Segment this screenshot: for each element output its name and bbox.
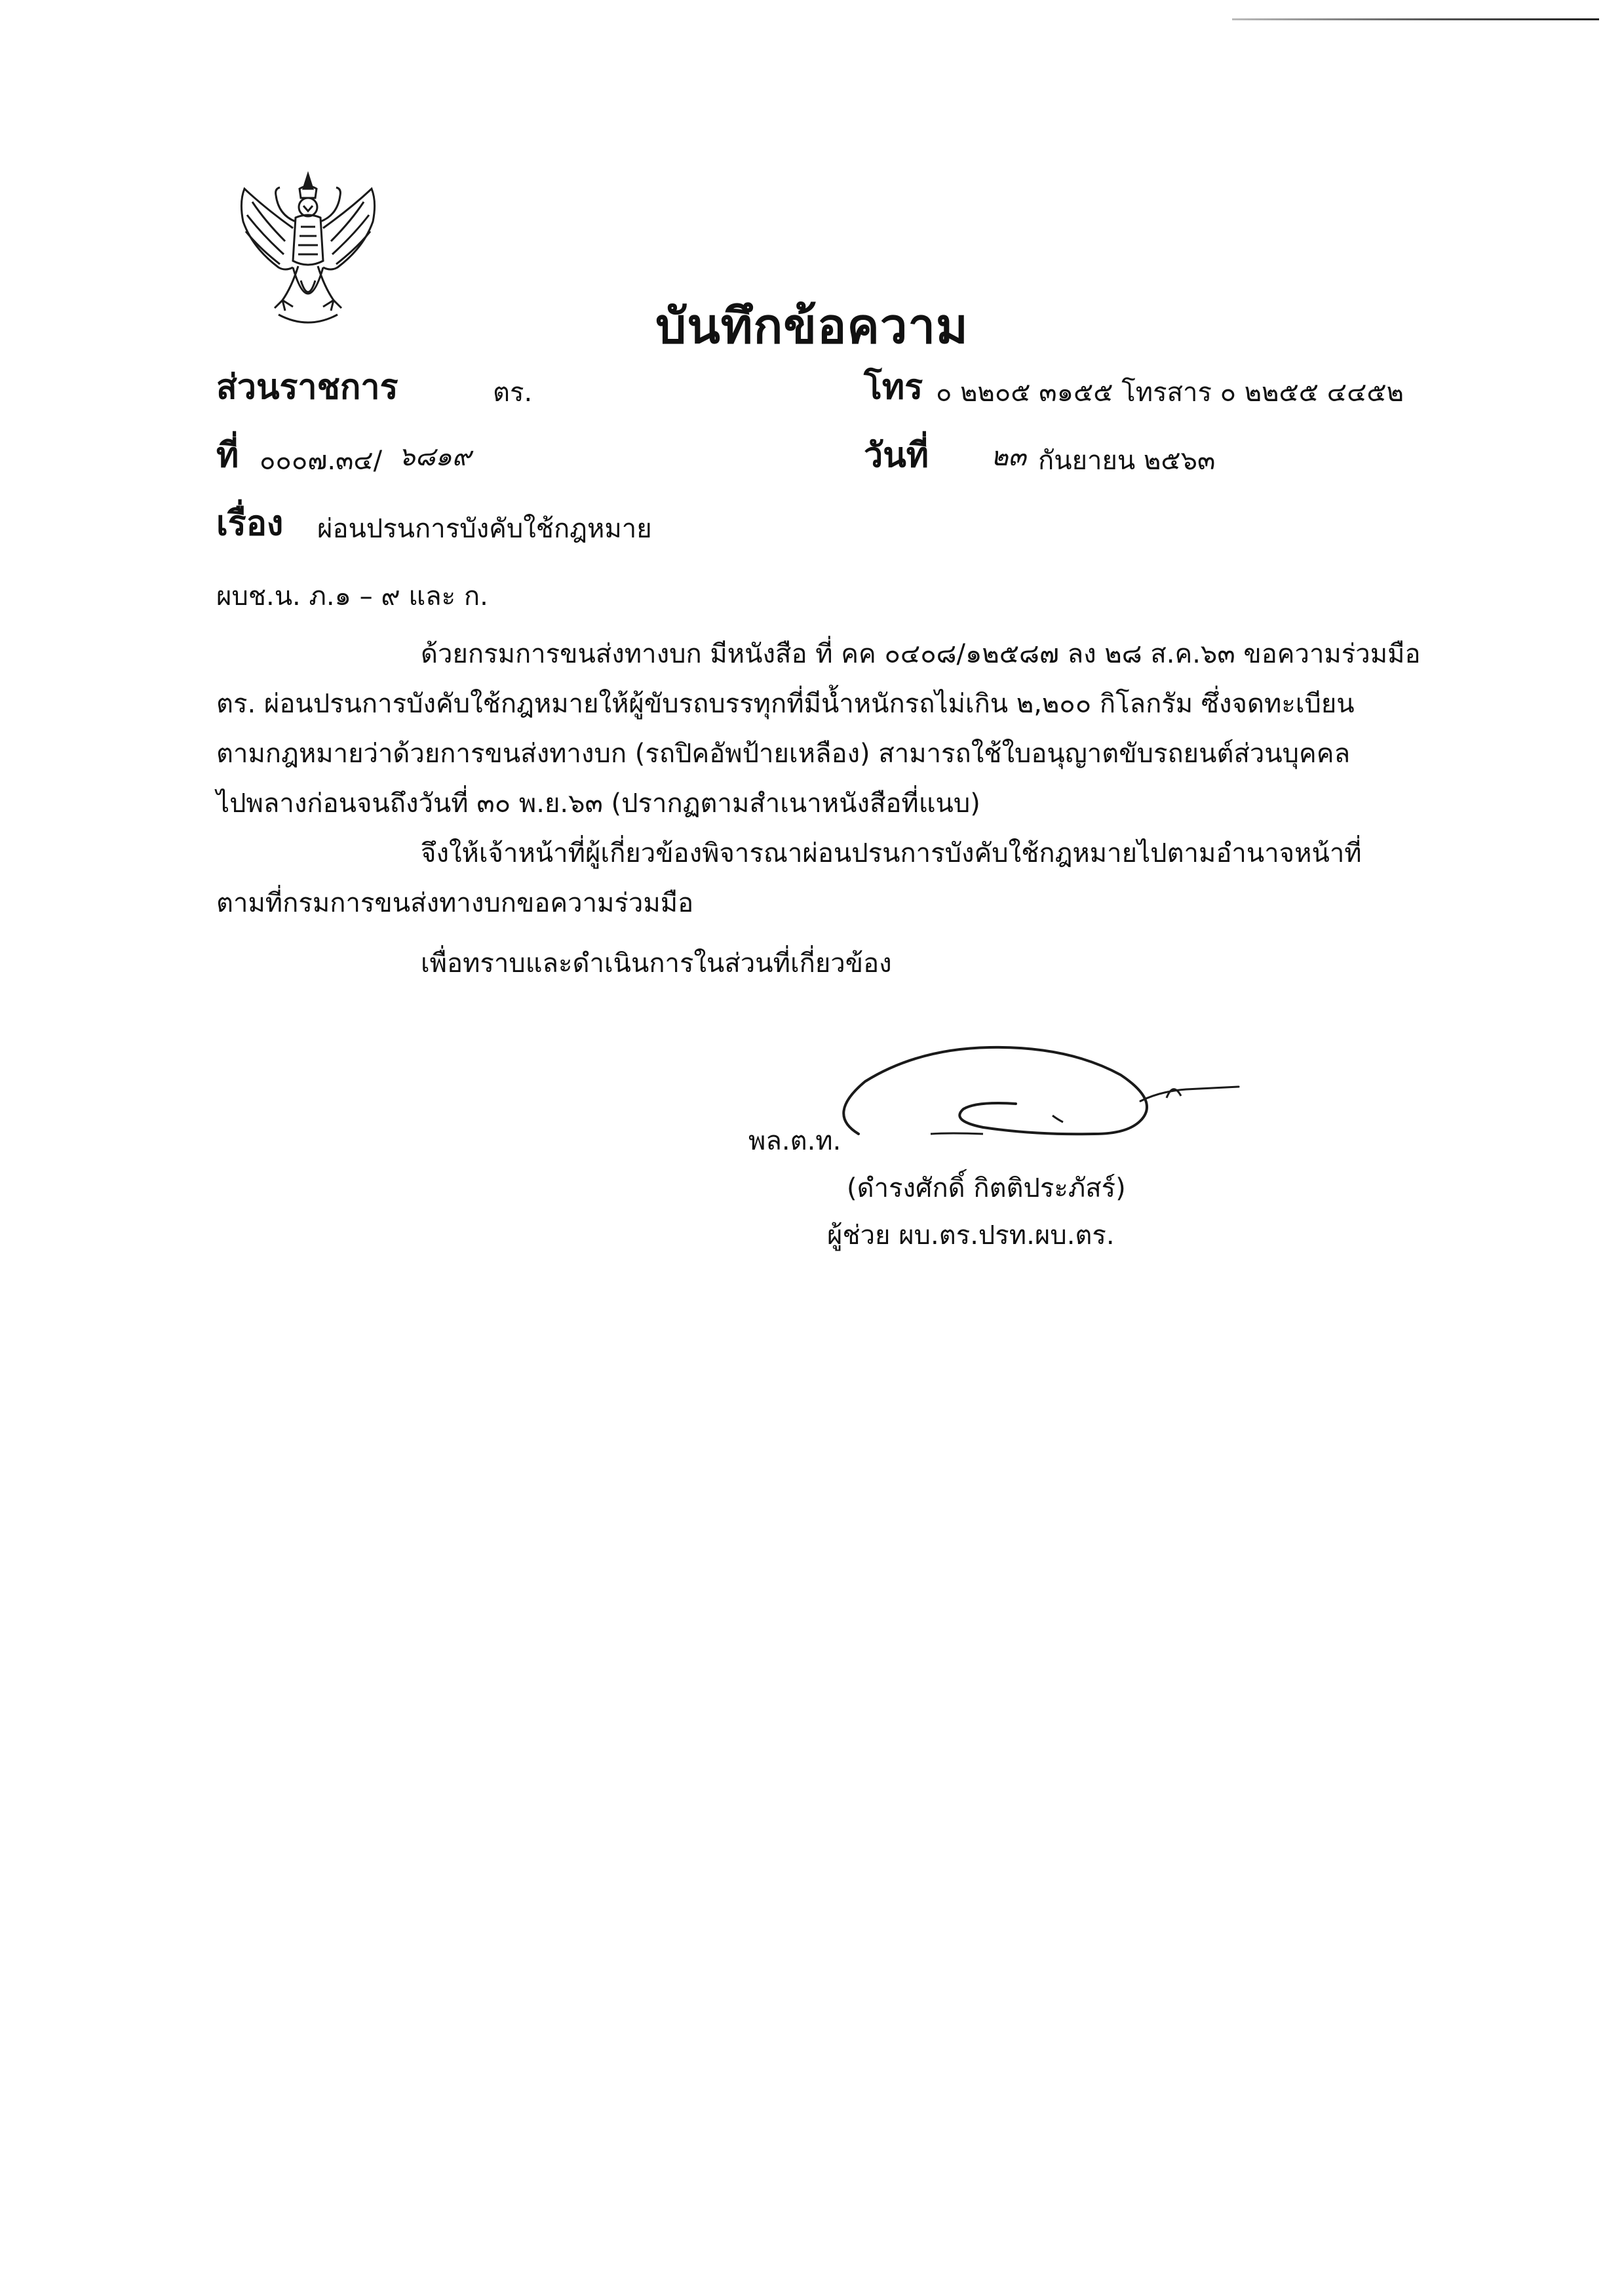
signatory-name: (ดำรงศักดิ์ กิตติประภัสร์)	[847, 1173, 1126, 1203]
agency-value: ตร.	[493, 378, 533, 408]
paragraph-1-line: ด้วยกรมการขนส่งทางบก มีหนังสือ ที่ คค ๐๔๐๘/๑๒๕๘๗ ลง ๒๘ ส.ค.๖๓ ขอความร่วมมือ	[421, 639, 1421, 669]
phone-label: โทร	[864, 368, 923, 407]
date-label: วันที่	[864, 436, 929, 475]
paragraph-2-line: ตามที่กรมการขนส่งทางบกขอความร่วมมือ	[216, 888, 694, 918]
paragraph-1-line: ตร. ผ่อนปรนการบังคับใช้กฎหมายให้ผู้ขับรถบรรทุกที่มีน้ำหนักรถไม่เกิน ๒,๒๐๐ กิโลกรัม ซึ่งจดทะเบียน	[216, 689, 1355, 719]
reference-label: ที่	[216, 436, 239, 475]
document-title: บันทึกข้อความ	[655, 298, 969, 355]
paragraph-2-line: จึงให้เจ้าหน้าที่ผู้เกี่ยวข้องพิจารณาผ่อนปรนการบังคับใช้กฎหมายไปตามอำนาจหน้าที่	[421, 838, 1362, 868]
signatory-position: ผู้ช่วย ผบ.ตร.ปรท.ผบ.ตร.	[827, 1220, 1115, 1251]
subject-label: เรื่อง	[216, 504, 284, 543]
handwritten-signature	[819, 1036, 1265, 1154]
subject-value: ผ่อนปรนการบังคับใช้กฎหมาย	[317, 514, 652, 544]
addressee: ผบช.น. ภ.๑ – ๙ และ ก.	[216, 581, 488, 612]
body-paragraph-1	[216, 629, 1481, 828]
scan-edge-line	[1232, 18, 1599, 20]
reference-number-handwritten: ๖๘๑๙	[398, 442, 471, 472]
signatory-rank: พล.ต.ท.	[748, 1126, 841, 1156]
date-day-handwritten: ๒๓	[991, 442, 1026, 472]
phone-value: ๐ ๒๒๐๕ ๓๑๕๕ โทรสาร ๐ ๒๒๕๕ ๔๔๕๒	[936, 378, 1404, 408]
reference-number: ๐๐๐๗.๓๔/	[260, 446, 383, 476]
body-paragraph-2	[216, 828, 1481, 928]
date-value: กันยายน ๒๕๖๓	[1038, 446, 1216, 476]
paragraph-1-line: ไปพลางก่อนจนถึงวันที่ ๓๐ พ.ย.๖๓ (ปรากฏตามสำเนาหนังสือที่แนบ)	[216, 788, 980, 819]
paragraph-1-line: ตามกฎหมายว่าด้วยการขนส่งทางบก (รถปิคอัพป้ายเหลือง) สามารถใช้ใบอนุญาตขับรถยนต์ส่วนบุคคล	[216, 739, 1351, 769]
agency-label: ส่วนราชการ	[216, 368, 398, 407]
closing-line: เพื่อทราบและดำเนินการในส่วนที่เกี่ยวข้อง	[421, 948, 892, 979]
